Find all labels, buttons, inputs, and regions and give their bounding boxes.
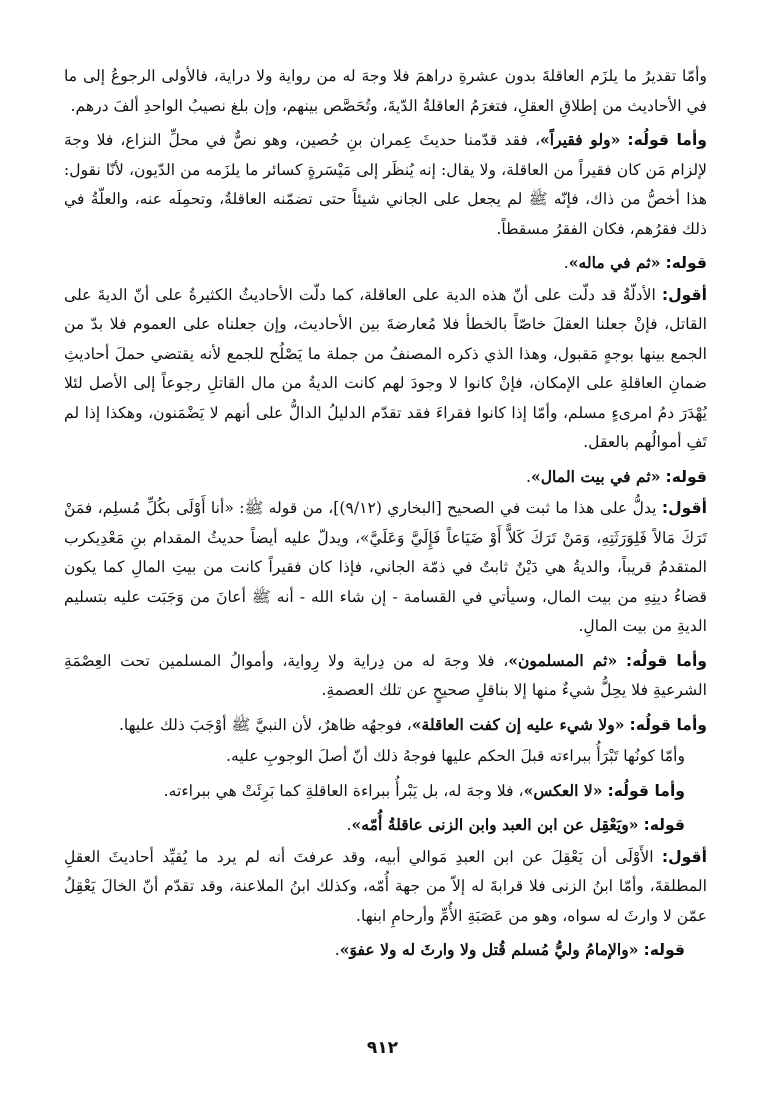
paragraph-no-liability xyxy=(64,710,707,741)
quoted-phrase: «ولو فقيراً» xyxy=(540,130,621,149)
paragraph-text: ، فلا وجهَ له من دِراية ولا رِواية، وأموالُ المسلمين تحت العِصْمَةِ الشرعيةِ فلا يحِلُّ شيءٌ منها إلا بناقلٍ صحيحٍ عن تلك العصمةِ. xyxy=(64,651,707,699)
paragraph-acquittal xyxy=(64,742,707,772)
quoted-phrase: «لا العكس» xyxy=(523,780,603,800)
paragraph-text: . xyxy=(526,467,531,486)
paragraph-reverse xyxy=(64,776,707,807)
quoted-phrase: «ثم في بيت المال» xyxy=(530,466,661,486)
paragraph-lead: قوله: xyxy=(643,816,685,834)
paragraph-poor-relatives xyxy=(64,125,707,244)
paragraph-heading-treasury xyxy=(64,462,707,493)
paragraph-lead: أقول: xyxy=(661,847,707,866)
paragraph-lead: قوله: xyxy=(665,254,707,272)
paragraph-lead: أقول: xyxy=(661,285,707,304)
paragraph-blood-money-estimate xyxy=(64,62,707,121)
quoted-phrase: «ويَعْقِل عن ابن العبد وابن الزنى عاقلةُ أُمّه» xyxy=(351,815,639,834)
paragraph-lead: وأما قولُه: xyxy=(625,651,707,670)
paragraph-text: الأدلّةُ قد دلّت على أنّ هذه الدية على العاقلة، كما دلّت الأحاديثُ الكثيرةُ على أنّ الديةَ على القاتل، فإنْ جعلنا العقلَ خاصّاً بالخطأ فلا مُعارضةَ بين الأحاديث، وإن جعلناه على العموم فلا بدّ من الجمع بينها بوجهٍ مَقبول، وهذا الذي ذكره المصنفُ من جملة ما يَصْلُح للجمع لأنه يقتضي حملَ أحاديثِ ضمانِ العاقلةِ على الإمكان، فإنْ كانوا لا وجودَ لهم كانت الديةُ من مال القاتلِ رجوعاً إلى الأصل لئلا يُهْدَرَ دمُ امرىءٍ مسلم، وأمّا إذا كانوا فقراءَ فقد تقدّم الدليلُ الدالُّ على أنهم لا يَضْمَنون، وهكذا إذا لم تَفِ أموالُهم بالعقل. xyxy=(64,285,707,451)
paragraph-lead: وأما قولُه: xyxy=(627,131,707,149)
paragraph-lead: أقول: xyxy=(661,499,707,517)
paragraph-text: ، فوجهُه ظاهرٌ، لأن النبيَّ ﷺ أوْجَبَ ذلك عليها. xyxy=(118,715,412,734)
paragraph-text: . xyxy=(346,816,352,834)
quoted-phrase: «ثم في ماله» xyxy=(568,253,661,272)
paragraph-lead: قوله: xyxy=(665,467,707,486)
paragraph-mother-relatives-discussion xyxy=(64,843,707,932)
paragraph-treasury-evidence xyxy=(64,494,707,642)
quoted-phrase: «ثم المسلمون» xyxy=(508,650,618,670)
page-number: ٩١٢ xyxy=(366,1038,399,1058)
quoted-phrase: «ولا شيء عليه إن كفت العاقلة» xyxy=(411,714,625,734)
paragraph-lead: قوله: xyxy=(643,941,685,959)
paragraph-text: . xyxy=(334,941,340,959)
paragraph-text: ، فلا وجهَ له، بل يَبْرأُ ببراءة العاقلةِ كما بَرِئَتْ هي ببراءته. xyxy=(163,781,524,800)
paragraph-heading-his-wealth xyxy=(64,248,707,279)
paragraph-text: الأَوْلَى أن يَعْقِلَ عن ابن العبدِ مَوالي أبيه، وقد عرفتَ أنه لم يرد ما يُقيِّد أحاديثَ العقلِ المطلقةَ، وأمّا ابنُ الزنى فلا قرابةَ له إلاّ من جهة أُمّه، وكذلك ابنُ الملاعنة، وقد تقدّم أنّ الخالَ يَعْقِلُ عمّن لا وارثَ له سواه، وهو من عَصَبَةِ الأُمِّ وأرحامِ ابنها. xyxy=(64,847,707,925)
paragraph-lead: وأما قولُه: xyxy=(629,715,707,734)
paragraph-text: وأمّا كونُها تَبْرَأُ ببراءته قبلَ الحكم عليها فوجهُ ذلك أنّ أصلَ الوجوبِ عليه. xyxy=(226,747,685,765)
paragraph-text: يدلُّ على هذا ما ثبت في الصحيح [البخاري (٩/١٢)]، من قوله ﷺ: «أنا أَوْلَى بكُلِّ مُسلِم، فمَنْ تَرَكَ مَالاً فَلِوَرَثَتِهِ، وَمَنْ تَرَكَ كَلاًّ أَوْ ضَيَاعاً فَإِلَيَّ وَعَلَيَّ»، ويدلّ عليه أيضاً حديثُ المقدام بنِ مَعْدِيكرب المتقدمُ قريباً، والديةُ هي دَيْنٌ ثابتٌ في ذمّة الجاني، فإذا كان فقيراً كانت من بيتِ المالِ كما يكون قضاءُ دينِهِ من بيت المال، وسيأتي في القسامة - إن شاء الله - أنه ﷺ أعانَ من وَجَبَت عليه بتسليم الديةِ من بيت المالِ. xyxy=(64,499,707,635)
paragraph-lead: وأما قولُه: xyxy=(607,781,685,800)
paragraph-text: وأمّا تقديرُ ما يلزَم العاقلةَ بدون عشرةِ دراهمَ فلا وجهَ له من رواية ولا دراية، فالأولى الرجوعُ إلى ما في الأحاديث من إطلاقِ العقلِ، فتغرَمُ العاقلةُ الدّيةَ، وتُحَصَّص بينهم، وإن بلغ نصيبُ الواحدِ ألفَ درهم. xyxy=(64,67,707,115)
quoted-phrase: «والإمامُ وليُّ مُسلم قُتل ولا وارثَ له ولا عفوَ» xyxy=(339,940,639,959)
paragraph-text: ، فقد قدّمنا حديثَ عِمران بنِ حُصين، وهو نصٌّ في محلِّ النزاع، فلا وجهَ لإلزام مَن كان فقيراً من العاقلة، ولا يقال: إنه يُنظَر إلى مَيْسَرةٍ كسائر ما يلزَمه من الدّيون، لأنّا نقول: هذا أخصُّ من ذاك، فإنّه ﷺ لم يجعل على الجاني شيئاً حتى تضمّنه العاقلةُ، وتحمِلَه عنه، والعلّةُ في ذلك فقرُهم، فكان الفقرُ مسقطاً. xyxy=(64,131,707,238)
paragraph-heading-mother-relatives xyxy=(64,810,707,841)
paragraph-text: . xyxy=(563,254,569,272)
paragraph-heading-imam-guardian xyxy=(64,935,707,966)
paragraph-evidence-killer xyxy=(64,281,707,458)
paragraph-muslims xyxy=(64,646,707,706)
